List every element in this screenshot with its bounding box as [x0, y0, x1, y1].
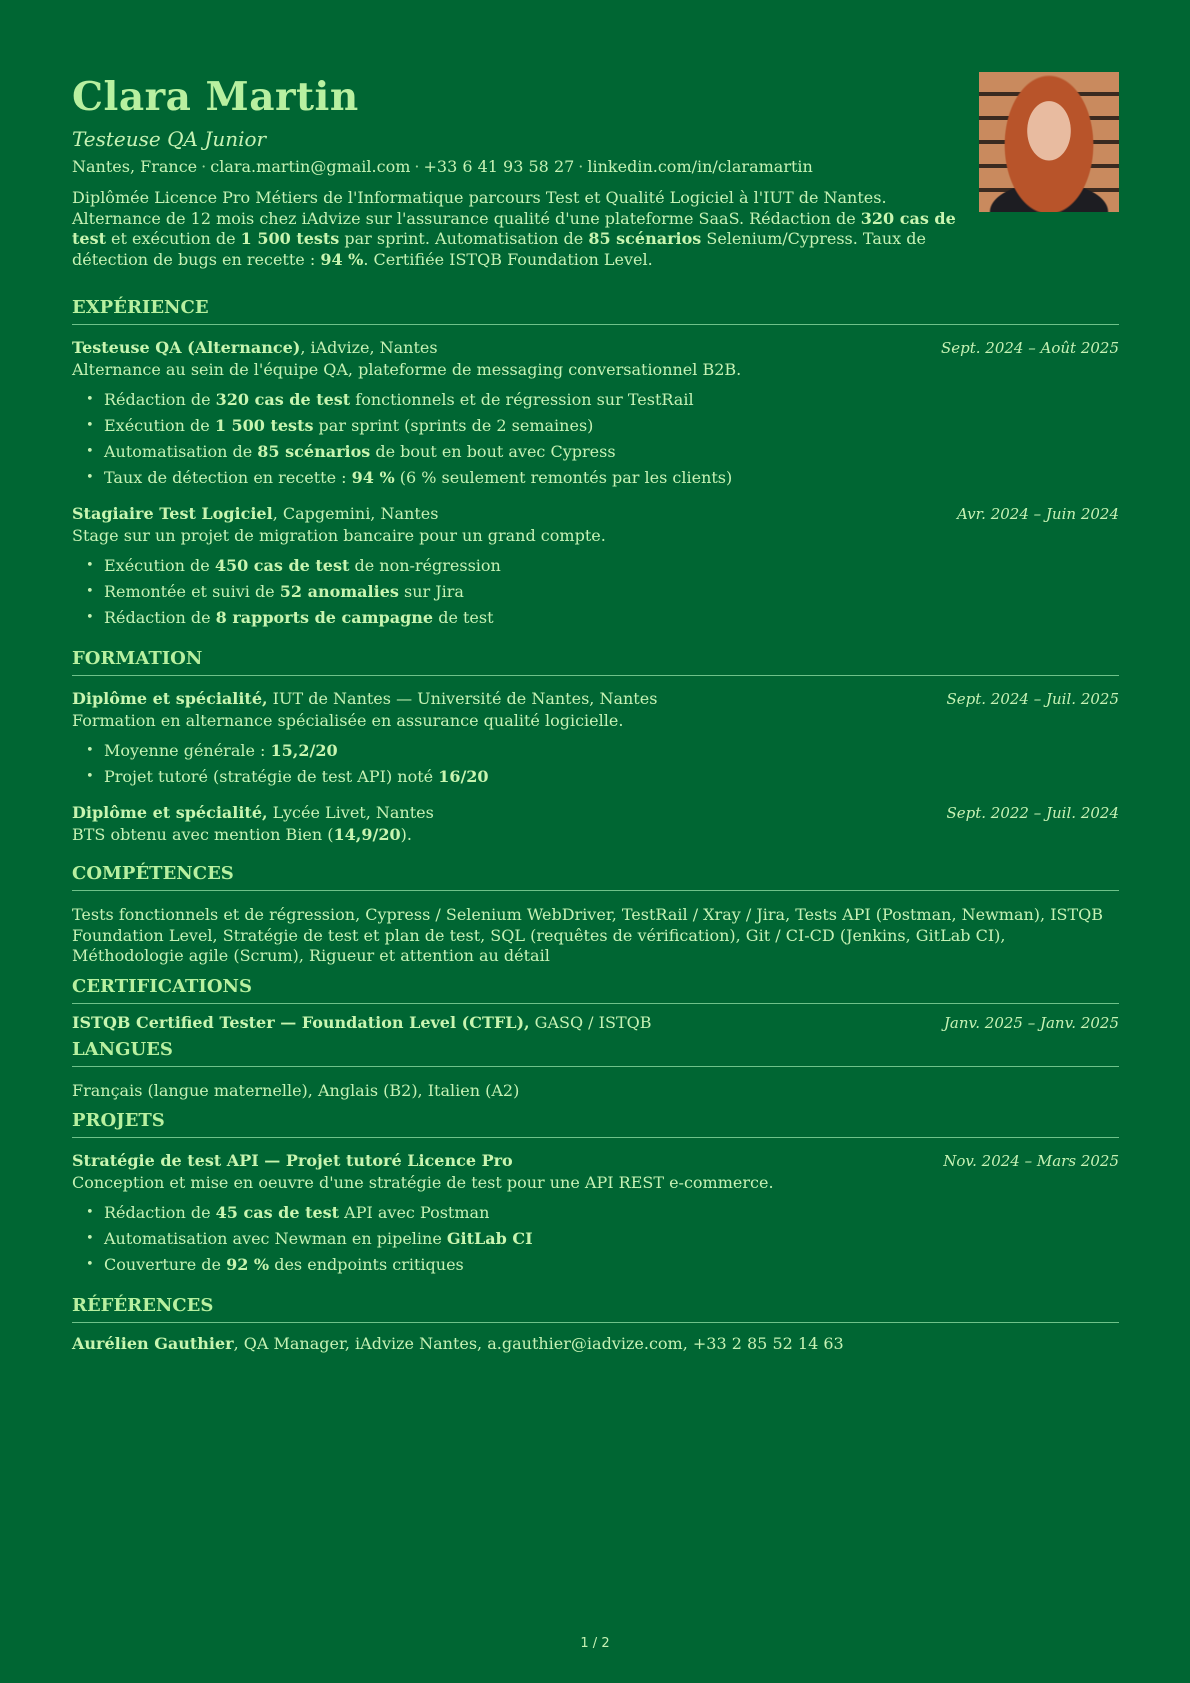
entry-date: Sept. 2024 – Août 2025: [940, 339, 1119, 357]
job-title: Testeuse QA Junior: [72, 127, 267, 151]
reference-name: Aurélien Gauthier: [72, 1334, 234, 1353]
phone: +33 6 41 93 58 27: [423, 157, 575, 176]
experience-entry: [72, 337, 1119, 491]
bullet-item: • Exécution de 450 cas de test de non-régression: [104, 553, 1119, 579]
page-number: 1 / 2: [580, 1636, 610, 1651]
candidate-name: Clara Martin: [72, 74, 359, 120]
entry-description: Conception et mise en oeuvre d'une stratégie de test pour une API REST e-commerce.: [72, 1173, 774, 1192]
bullet-item: • Taux de détection en recette : 94 % (6 % seulement remontés par les clients): [104, 465, 1119, 491]
bullet-list: [72, 387, 1119, 491]
entry-date: Avr. 2024 – Juin 2024: [956, 505, 1119, 523]
section-title-skills: COMPÉTENCES: [72, 862, 1119, 891]
entry-org: GASQ / ISTQB: [529, 1012, 652, 1032]
section-title-references: RÉFÉRENCES: [72, 1294, 1119, 1323]
project-entry: [72, 1150, 1119, 1278]
profile-summary: [72, 188, 962, 270]
email-link[interactable]: clara.martin@gmail.com: [210, 157, 411, 176]
bullet-item: • Rédaction de 45 cas de test API avec Postman: [104, 1200, 1119, 1226]
summary-text: par sprint. Automatisation de: [339, 229, 589, 248]
entry-title: Diplôme et spécialité,: [72, 803, 268, 822]
bullet-item: • Rédaction de 320 cas de test fonctionnels et de régression sur TestRail: [104, 387, 1119, 413]
entry-description: Formation en alternance spécialisée en assurance qualité logicielle.: [72, 711, 624, 730]
entry-description: Alternance au sein de l'équipe QA, plateforme de messaging conversationnel B2B.: [72, 360, 742, 379]
summary-highlight: 85 scénarios: [588, 229, 702, 248]
summary-highlight: 320 cas de test: [72, 208, 956, 248]
separator: ·: [414, 157, 420, 176]
contact-line: [72, 156, 1119, 178]
skills-text: Tests fonctionnels et de régression, Cypress / Selenium WebDriver, TestRail / Xray / Jira, Tests API (Postman, Newman), ISTQB Foundation Level, Stratégie de test et plan de test, SQL (requêtes de vérification), Git / CI-CD (Jenkins, GitLab CI), Méthodologie agile (Scrum), Rigueur et attention au détail: [72, 905, 1104, 965]
bullet-item: • Projet tutoré (stratégie de test API) noté 16/20: [104, 764, 1119, 790]
separator: ·: [201, 157, 207, 176]
summary-text: Selenium/Cypress. Taux de détection de bugs en recette :: [72, 229, 926, 269]
entry-title: Stratégie de test API — Projet tutoré Licence Pro: [72, 1151, 513, 1170]
bullet-list: [72, 553, 1119, 631]
entry-date: Sept. 2024 – Juil. 2025: [946, 690, 1119, 708]
section-title-experience: EXPÉRIENCE: [72, 296, 1119, 325]
resume-page: [72, 66, 1119, 1355]
entry-description: Stage sur un projet de migration bancaire pour un grand compte.: [72, 526, 606, 545]
entry-description: BTS obtenu avec mention Bien (14,9/20).: [72, 825, 412, 844]
experience-entry: [72, 503, 1119, 631]
entry-title: Diplôme et spécialité,: [72, 689, 268, 708]
bullet-item: • Automatisation de 85 scénarios de bout en bout avec Cypress: [104, 439, 1119, 465]
entry-date: Sept. 2022 – Juil. 2024: [946, 804, 1119, 822]
entry-date: Nov. 2024 – Mars 2025: [943, 1152, 1119, 1170]
summary-highlight: 1 500 tests: [240, 229, 340, 248]
entry-org: , Capgemini, Nantes: [272, 504, 439, 523]
bullet-item: • Automatisation avec Newman en pipeline GitLab CI: [104, 1226, 1119, 1252]
bullet-item: • Moyenne générale : 15,2/20: [104, 738, 1119, 764]
separator: ·: [578, 157, 584, 176]
bullet-item: • Couverture de 92 % des endpoints critiques: [104, 1252, 1119, 1278]
entry-title: Testeuse QA (Alternance): [72, 338, 301, 357]
languages-text: Français (langue maternelle), Anglais (B2), Italien (A2): [72, 1080, 520, 1100]
entry-title: Stagiaire Test Logiciel: [72, 504, 273, 523]
section-title-education: FORMATION: [72, 647, 1119, 676]
summary-text: Diplômée Licence Pro Métiers de l'Informatique parcours Test et Qualité Logiciel à l'IUT de Nantes. Alternance de 12 mois chez iAdvize sur l'assurance qualité d'une plateforme SaaS. Rédaction de: [72, 188, 887, 228]
section-title-projects: PROJETS: [72, 1109, 1119, 1138]
entry-org: IUT de Nantes — Université de Nantes, Nantes: [267, 689, 658, 708]
certification-entry: [72, 1012, 1119, 1034]
bullet-list: [72, 1200, 1119, 1278]
linkedin-link[interactable]: linkedin.com/in/claramartin: [587, 157, 813, 176]
bullet-item: • Exécution de 1 500 tests par sprint (sprints de 2 semaines): [104, 413, 1119, 439]
summary-text: et exécution de: [105, 229, 241, 248]
entry-date: Janv. 2025 – Janv. 2025: [943, 1013, 1119, 1032]
entry-title: ISTQB Certified Tester — Foundation Level (CTFL),: [72, 1012, 530, 1032]
bullet-item: • Rédaction de 8 rapports de campagne de test: [104, 605, 1119, 631]
profile-photo: [979, 72, 1119, 212]
entry-org: Lycée Livet, Nantes: [267, 803, 434, 822]
education-entry: [72, 802, 1119, 846]
summary-highlight: 94 %: [320, 249, 364, 269]
bullet-list: [72, 738, 1119, 790]
reference-entry: [72, 1333, 1119, 1355]
bullet-item: • Remontée et suivi de 52 anomalies sur Jira: [104, 579, 1119, 605]
summary-text: . Certifiée ISTQB Foundation Level.: [363, 249, 653, 269]
section-title-certifications: CERTIFICATIONS: [72, 975, 1119, 1004]
section-title-languages: LANGUES: [72, 1038, 1119, 1067]
reference-details: , QA Manager, iAdvize Nantes, a.gauthier@iadvize.com, +33 2 85 52 14 63: [233, 1334, 844, 1353]
education-entry: [72, 688, 1119, 790]
entry-org: , iAdvize, Nantes: [300, 338, 438, 357]
location: Nantes, France: [72, 157, 198, 176]
